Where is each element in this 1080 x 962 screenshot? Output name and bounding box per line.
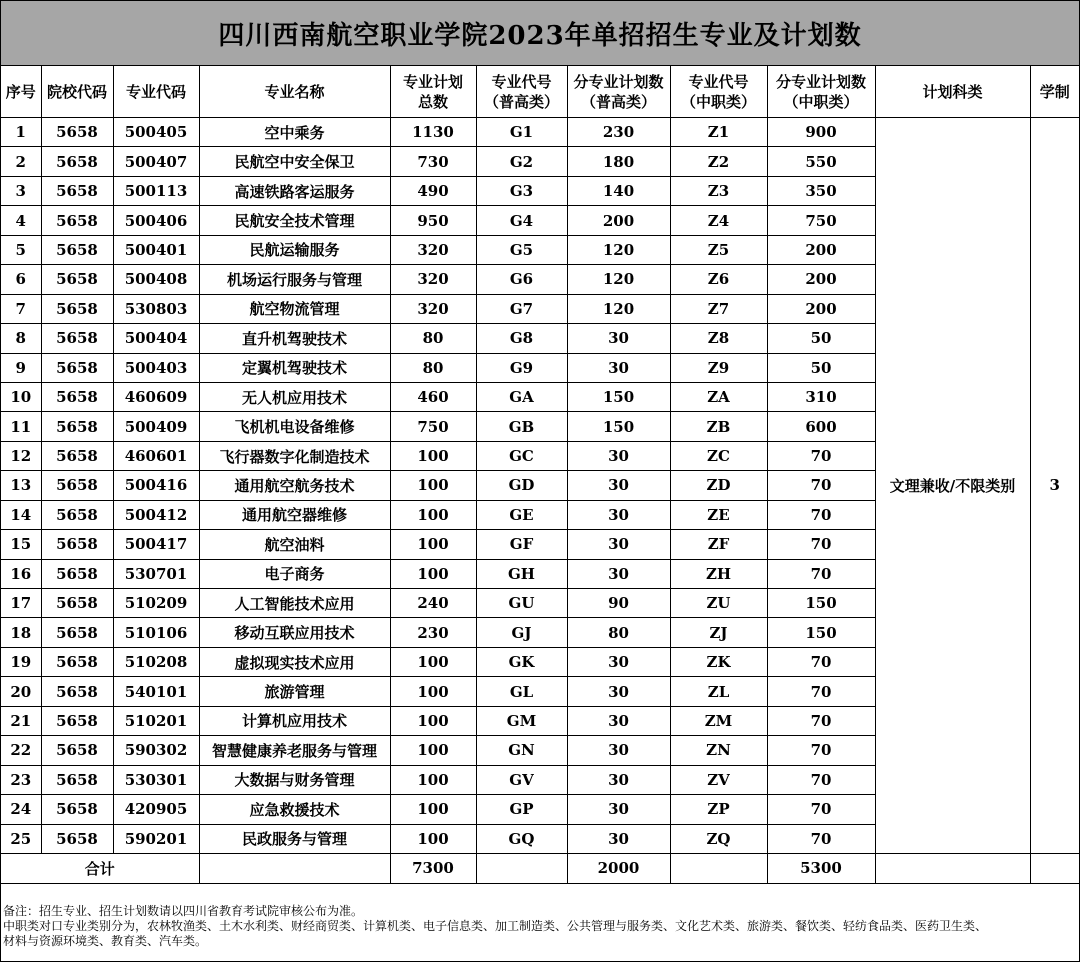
cell-plan-general: 30 bbox=[567, 736, 670, 765]
cell-school-code: 5658 bbox=[41, 265, 113, 294]
totals-row bbox=[1, 853, 1079, 883]
cell-code-general: GD bbox=[476, 471, 567, 500]
cell-major-name: 民航安全技术管理 bbox=[199, 206, 390, 235]
cell-major-name: 大数据与财务管理 bbox=[199, 765, 390, 794]
cell-plan-vocational: 70 bbox=[767, 824, 875, 853]
cell-code-general: G6 bbox=[476, 265, 567, 294]
cell-plan-total: 320 bbox=[390, 235, 476, 264]
cell-seq: 5 bbox=[1, 235, 41, 264]
cell-seq: 3 bbox=[1, 176, 41, 205]
cell-plan-general: 30 bbox=[567, 471, 670, 500]
cell-plan-vocational: 350 bbox=[767, 176, 875, 205]
cell-seq: 19 bbox=[1, 647, 41, 676]
cell-major-name: 民航空中安全保卫 bbox=[199, 147, 390, 176]
cell-code-vocational: Z7 bbox=[670, 294, 767, 323]
cell-major-name: 人工智能技术应用 bbox=[199, 589, 390, 618]
cell-plan-vocational: 70 bbox=[767, 559, 875, 588]
cell-code-vocational: ZQ bbox=[670, 824, 767, 853]
cell-seq: 18 bbox=[1, 618, 41, 647]
cell-plan-general: 30 bbox=[567, 824, 670, 853]
cell-plan-vocational: 600 bbox=[767, 412, 875, 441]
cell-code-vocational: ZJ bbox=[670, 618, 767, 647]
cell-school-code: 5658 bbox=[41, 500, 113, 529]
cell-school-code: 5658 bbox=[41, 677, 113, 706]
cell-code-general: GU bbox=[476, 589, 567, 618]
cell-plan-general: 30 bbox=[567, 795, 670, 824]
cell-plan-general: 30 bbox=[567, 559, 670, 588]
cell-plan-general: 30 bbox=[567, 441, 670, 470]
cell-major-code: 510106 bbox=[113, 618, 199, 647]
cell-code-general: GK bbox=[476, 647, 567, 676]
cell-major-name: 高速铁路客运服务 bbox=[199, 176, 390, 205]
totals-plan-general: 2000 bbox=[567, 853, 670, 883]
header-major-code: 专业代码 bbox=[113, 66, 199, 118]
cell-code-vocational: ZC bbox=[670, 441, 767, 470]
cell-school-code: 5658 bbox=[41, 647, 113, 676]
header-plan-vocational-line2: （中职类） bbox=[783, 92, 859, 111]
cell-school-code: 5658 bbox=[41, 441, 113, 470]
cell-major-code: 540101 bbox=[113, 677, 199, 706]
cell-seq: 16 bbox=[1, 559, 41, 588]
cell-major-name: 通用航空器维修 bbox=[199, 500, 390, 529]
cell-code-general: GH bbox=[476, 559, 567, 588]
cell-major-code: 500409 bbox=[113, 412, 199, 441]
cell-major-code: 510208 bbox=[113, 647, 199, 676]
totals-plan-total: 7300 bbox=[390, 853, 476, 883]
cell-plan-total: 100 bbox=[390, 795, 476, 824]
cell-seq: 2 bbox=[1, 147, 41, 176]
cell-major-code: 510201 bbox=[113, 706, 199, 735]
header-category: 计划科类 bbox=[875, 66, 1030, 118]
cell-plan-vocational: 150 bbox=[767, 589, 875, 618]
cell-major-code: 500407 bbox=[113, 147, 199, 176]
header-plan-general-line1: 分专业计划数 bbox=[573, 72, 664, 91]
cell-category-merged: 文理兼收/不限类别 bbox=[875, 118, 1030, 854]
header-seq: 序号 bbox=[1, 66, 41, 118]
cell-code-general: GN bbox=[476, 736, 567, 765]
cell-seq: 9 bbox=[1, 353, 41, 382]
cell-school-code: 5658 bbox=[41, 176, 113, 205]
cell-plan-total: 80 bbox=[390, 353, 476, 382]
cell-plan-total: 100 bbox=[390, 471, 476, 500]
cell-plan-vocational: 70 bbox=[767, 736, 875, 765]
cell-major-code: 500412 bbox=[113, 500, 199, 529]
cell-major-name: 应急救援技术 bbox=[199, 795, 390, 824]
cell-plan-total: 100 bbox=[390, 824, 476, 853]
cell-plan-general: 180 bbox=[567, 147, 670, 176]
header-plan-general bbox=[567, 66, 670, 118]
cell-school-code: 5658 bbox=[41, 824, 113, 853]
header-plan-total bbox=[390, 66, 476, 118]
cell-plan-general: 230 bbox=[567, 118, 670, 147]
cell-plan-vocational: 50 bbox=[767, 353, 875, 382]
cell-plan-total: 730 bbox=[390, 147, 476, 176]
cell-code-general: GQ bbox=[476, 824, 567, 853]
cell-plan-vocational: 150 bbox=[767, 618, 875, 647]
cell-plan-total: 1130 bbox=[390, 118, 476, 147]
cell-seq: 14 bbox=[1, 500, 41, 529]
cell-seq: 23 bbox=[1, 765, 41, 794]
table-body bbox=[1, 118, 1079, 884]
cell-plan-general: 200 bbox=[567, 206, 670, 235]
cell-plan-general: 140 bbox=[567, 176, 670, 205]
cell-major-code: 500401 bbox=[113, 235, 199, 264]
cell-seq: 21 bbox=[1, 706, 41, 735]
cell-school-code: 5658 bbox=[41, 324, 113, 353]
cell-plan-total: 320 bbox=[390, 294, 476, 323]
cell-code-vocational: ZB bbox=[670, 412, 767, 441]
cell-seq: 22 bbox=[1, 736, 41, 765]
cell-plan-general: 30 bbox=[567, 647, 670, 676]
cell-major-name: 计算机应用技术 bbox=[199, 706, 390, 735]
cell-code-general: G9 bbox=[476, 353, 567, 382]
cell-major-name: 旅游管理 bbox=[199, 677, 390, 706]
cell-school-code: 5658 bbox=[41, 294, 113, 323]
cell-major-code: 500113 bbox=[113, 176, 199, 205]
cell-plan-general: 30 bbox=[567, 530, 670, 559]
cell-school-code: 5658 bbox=[41, 706, 113, 735]
cell-school-code: 5658 bbox=[41, 206, 113, 235]
cell-major-name: 无人机应用技术 bbox=[199, 382, 390, 411]
cell-plan-general: 120 bbox=[567, 265, 670, 294]
cell-duration-merged: 3 bbox=[1030, 118, 1079, 854]
cell-major-name: 定翼机驾驶技术 bbox=[199, 353, 390, 382]
cell-school-code: 5658 bbox=[41, 795, 113, 824]
header-duration: 学制 bbox=[1030, 66, 1079, 118]
cell-seq: 8 bbox=[1, 324, 41, 353]
cell-major-code: 510209 bbox=[113, 589, 199, 618]
cell-plan-general: 30 bbox=[567, 706, 670, 735]
cell-code-vocational: ZP bbox=[670, 795, 767, 824]
cell-seq: 11 bbox=[1, 412, 41, 441]
cell-major-code: 590302 bbox=[113, 736, 199, 765]
cell-plan-general: 150 bbox=[567, 382, 670, 411]
cell-plan-vocational: 900 bbox=[767, 118, 875, 147]
cell-school-code: 5658 bbox=[41, 147, 113, 176]
cell-plan-vocational: 70 bbox=[767, 677, 875, 706]
cell-seq: 24 bbox=[1, 795, 41, 824]
cell-school-code: 5658 bbox=[41, 589, 113, 618]
header-plan-total-line1: 专业计划 bbox=[402, 72, 463, 91]
cell-code-general: GV bbox=[476, 765, 567, 794]
cell-plan-total: 230 bbox=[390, 618, 476, 647]
cell-seq: 4 bbox=[1, 206, 41, 235]
table-row bbox=[1, 118, 1079, 147]
cell-code-general: G1 bbox=[476, 118, 567, 147]
cell-plan-general: 120 bbox=[567, 294, 670, 323]
cell-plan-vocational: 70 bbox=[767, 530, 875, 559]
cell-plan-total: 490 bbox=[390, 176, 476, 205]
cell-code-general: G7 bbox=[476, 294, 567, 323]
cell-plan-vocational: 70 bbox=[767, 441, 875, 470]
cell-plan-vocational: 50 bbox=[767, 324, 875, 353]
cell-code-general: G2 bbox=[476, 147, 567, 176]
cell-plan-general: 30 bbox=[567, 765, 670, 794]
cell-plan-general: 150 bbox=[567, 412, 670, 441]
enrollment-table bbox=[1, 66, 1079, 884]
cell-code-vocational: Z1 bbox=[670, 118, 767, 147]
cell-major-name: 虚拟现实技术应用 bbox=[199, 647, 390, 676]
cell-school-code: 5658 bbox=[41, 618, 113, 647]
header-code-vocational-line1: 专业代号 bbox=[688, 72, 749, 91]
cell-code-general: G4 bbox=[476, 206, 567, 235]
cell-code-general: G5 bbox=[476, 235, 567, 264]
cell-major-name: 航空物流管理 bbox=[199, 294, 390, 323]
cell-seq: 13 bbox=[1, 471, 41, 500]
cell-school-code: 5658 bbox=[41, 765, 113, 794]
cell-major-name: 空中乘务 bbox=[199, 118, 390, 147]
header-code-vocational bbox=[670, 66, 767, 118]
cell-major-name: 移动互联应用技术 bbox=[199, 618, 390, 647]
note-line: 中职类对口专业类别分为，农林牧渔类、土木水利类、财经商贸类、计算机类、电子信息类、加工制造类、公共管理与服务类、文化艺术类、旅游类、餐饮类、轻纺食品类、医药卫生类、 bbox=[3, 918, 988, 933]
cell-code-vocational: ZA bbox=[670, 382, 767, 411]
cell-seq: 7 bbox=[1, 294, 41, 323]
cell-code-general: GB bbox=[476, 412, 567, 441]
header-school-code: 院校代码 bbox=[41, 66, 113, 118]
cell-code-general: G3 bbox=[476, 176, 567, 205]
cell-major-code: 530803 bbox=[113, 294, 199, 323]
cell-code-vocational: ZL bbox=[670, 677, 767, 706]
cell-code-vocational: Z6 bbox=[670, 265, 767, 294]
cell-plan-general: 30 bbox=[567, 353, 670, 382]
cell-plan-general: 90 bbox=[567, 589, 670, 618]
cell-plan-vocational: 70 bbox=[767, 500, 875, 529]
cell-code-vocational: Z9 bbox=[670, 353, 767, 382]
cell-major-code: 460609 bbox=[113, 382, 199, 411]
cell-code-vocational: Z2 bbox=[670, 147, 767, 176]
table-title: 四川西南航空职业学院2023年单招招生专业及计划数 bbox=[1, 1, 1079, 66]
cell-plan-total: 240 bbox=[390, 589, 476, 618]
cell-seq: 1 bbox=[1, 118, 41, 147]
cell-major-code: 500408 bbox=[113, 265, 199, 294]
cell-school-code: 5658 bbox=[41, 118, 113, 147]
cell-school-code: 5658 bbox=[41, 382, 113, 411]
cell-school-code: 5658 bbox=[41, 471, 113, 500]
cell-code-vocational: Z5 bbox=[670, 235, 767, 264]
cell-code-vocational: Z8 bbox=[670, 324, 767, 353]
note-line: 材料与资源环境类、教育类、汽车类。 bbox=[3, 933, 208, 948]
cell-major-name: 民航运输服务 bbox=[199, 235, 390, 264]
cell-plan-vocational: 200 bbox=[767, 265, 875, 294]
header-code-vocational-line2: （中职类） bbox=[680, 92, 756, 111]
cell-major-name: 智慧健康养老服务与管理 bbox=[199, 736, 390, 765]
cell-plan-total: 100 bbox=[390, 706, 476, 735]
cell-plan-total: 100 bbox=[390, 647, 476, 676]
totals-empty bbox=[875, 853, 1030, 883]
cell-seq: 17 bbox=[1, 589, 41, 618]
notes bbox=[1, 884, 1079, 949]
cell-major-name: 直升机驾驶技术 bbox=[199, 324, 390, 353]
cell-plan-vocational: 750 bbox=[767, 206, 875, 235]
cell-major-name: 通用航空航务技术 bbox=[199, 471, 390, 500]
cell-plan-vocational: 70 bbox=[767, 471, 875, 500]
cell-seq: 15 bbox=[1, 530, 41, 559]
cell-code-vocational: ZD bbox=[670, 471, 767, 500]
cell-major-code: 500405 bbox=[113, 118, 199, 147]
cell-plan-total: 460 bbox=[390, 382, 476, 411]
cell-code-vocational: Z4 bbox=[670, 206, 767, 235]
cell-code-general: G8 bbox=[476, 324, 567, 353]
cell-major-code: 530701 bbox=[113, 559, 199, 588]
cell-plan-total: 100 bbox=[390, 530, 476, 559]
totals-empty bbox=[199, 853, 390, 883]
totals-label: 合计 bbox=[1, 853, 199, 883]
cell-seq: 25 bbox=[1, 824, 41, 853]
cell-major-code: 500416 bbox=[113, 471, 199, 500]
cell-major-name: 航空油料 bbox=[199, 530, 390, 559]
cell-major-code: 420905 bbox=[113, 795, 199, 824]
cell-major-code: 500403 bbox=[113, 353, 199, 382]
header-code-general bbox=[476, 66, 567, 118]
cell-plan-total: 100 bbox=[390, 500, 476, 529]
cell-plan-general: 80 bbox=[567, 618, 670, 647]
cell-school-code: 5658 bbox=[41, 353, 113, 382]
cell-major-name: 机场运行服务与管理 bbox=[199, 265, 390, 294]
cell-plan-total: 750 bbox=[390, 412, 476, 441]
cell-plan-vocational: 70 bbox=[767, 795, 875, 824]
cell-plan-total: 100 bbox=[390, 736, 476, 765]
cell-seq: 10 bbox=[1, 382, 41, 411]
cell-code-vocational: ZV bbox=[670, 765, 767, 794]
cell-major-code: 500406 bbox=[113, 206, 199, 235]
cell-code-vocational: ZN bbox=[670, 736, 767, 765]
cell-major-code: 530301 bbox=[113, 765, 199, 794]
cell-seq: 6 bbox=[1, 265, 41, 294]
header-code-general-line2: （普高类） bbox=[483, 92, 559, 111]
cell-school-code: 5658 bbox=[41, 412, 113, 441]
cell-code-vocational: ZE bbox=[670, 500, 767, 529]
cell-plan-total: 100 bbox=[390, 677, 476, 706]
header-plan-vocational-line1: 分专业计划数 bbox=[775, 72, 866, 91]
cell-plan-vocational: 310 bbox=[767, 382, 875, 411]
cell-code-general: GA bbox=[476, 382, 567, 411]
cell-code-vocational: ZK bbox=[670, 647, 767, 676]
cell-school-code: 5658 bbox=[41, 235, 113, 264]
cell-code-general: GC bbox=[476, 441, 567, 470]
cell-plan-vocational: 70 bbox=[767, 765, 875, 794]
header-row bbox=[1, 66, 1079, 118]
cell-plan-vocational: 550 bbox=[767, 147, 875, 176]
cell-plan-vocational: 200 bbox=[767, 294, 875, 323]
cell-plan-total: 100 bbox=[390, 559, 476, 588]
cell-plan-vocational: 70 bbox=[767, 647, 875, 676]
cell-plan-total: 100 bbox=[390, 441, 476, 470]
cell-plan-general: 30 bbox=[567, 324, 670, 353]
header-code-general-line1: 专业代号 bbox=[491, 72, 552, 91]
cell-plan-total: 950 bbox=[390, 206, 476, 235]
cell-school-code: 5658 bbox=[41, 559, 113, 588]
cell-code-vocational: ZF bbox=[670, 530, 767, 559]
cell-code-general: GM bbox=[476, 706, 567, 735]
cell-school-code: 5658 bbox=[41, 736, 113, 765]
cell-code-vocational: Z3 bbox=[670, 176, 767, 205]
cell-code-vocational: ZH bbox=[670, 559, 767, 588]
totals-empty bbox=[1030, 853, 1079, 883]
cell-major-code: 590201 bbox=[113, 824, 199, 853]
cell-code-general: GE bbox=[476, 500, 567, 529]
cell-code-general: GJ bbox=[476, 618, 567, 647]
totals-empty bbox=[670, 853, 767, 883]
cell-code-general: GP bbox=[476, 795, 567, 824]
totals-plan-vocational: 5300 bbox=[767, 853, 875, 883]
cell-plan-total: 320 bbox=[390, 265, 476, 294]
cell-seq: 20 bbox=[1, 677, 41, 706]
cell-plan-general: 30 bbox=[567, 677, 670, 706]
header-plan-general-line2: （普高类） bbox=[580, 92, 656, 111]
header-plan-vocational bbox=[767, 66, 875, 118]
cell-code-general: GL bbox=[476, 677, 567, 706]
cell-plan-total: 80 bbox=[390, 324, 476, 353]
cell-code-vocational: ZM bbox=[670, 706, 767, 735]
note-line: 备注：招生专业、招生计划数请以四川省教育考试院审核公布为准。 bbox=[3, 903, 364, 918]
cell-plan-vocational: 70 bbox=[767, 706, 875, 735]
cell-plan-total: 100 bbox=[390, 765, 476, 794]
cell-major-code: 500404 bbox=[113, 324, 199, 353]
cell-major-name: 飞机机电设备维修 bbox=[199, 412, 390, 441]
cell-plan-general: 120 bbox=[567, 235, 670, 264]
cell-major-name: 电子商务 bbox=[199, 559, 390, 588]
header-major-name: 专业名称 bbox=[199, 66, 390, 118]
cell-major-name: 飞行器数字化制造技术 bbox=[199, 441, 390, 470]
cell-major-name: 民政服务与管理 bbox=[199, 824, 390, 853]
cell-major-code: 500417 bbox=[113, 530, 199, 559]
cell-code-vocational: ZU bbox=[670, 589, 767, 618]
cell-code-general: GF bbox=[476, 530, 567, 559]
cell-seq: 12 bbox=[1, 441, 41, 470]
cell-plan-vocational: 200 bbox=[767, 235, 875, 264]
totals-empty bbox=[476, 853, 567, 883]
cell-school-code: 5658 bbox=[41, 530, 113, 559]
cell-plan-general: 30 bbox=[567, 500, 670, 529]
header-plan-total-line2: 总数 bbox=[417, 92, 448, 111]
cell-major-code: 460601 bbox=[113, 441, 199, 470]
